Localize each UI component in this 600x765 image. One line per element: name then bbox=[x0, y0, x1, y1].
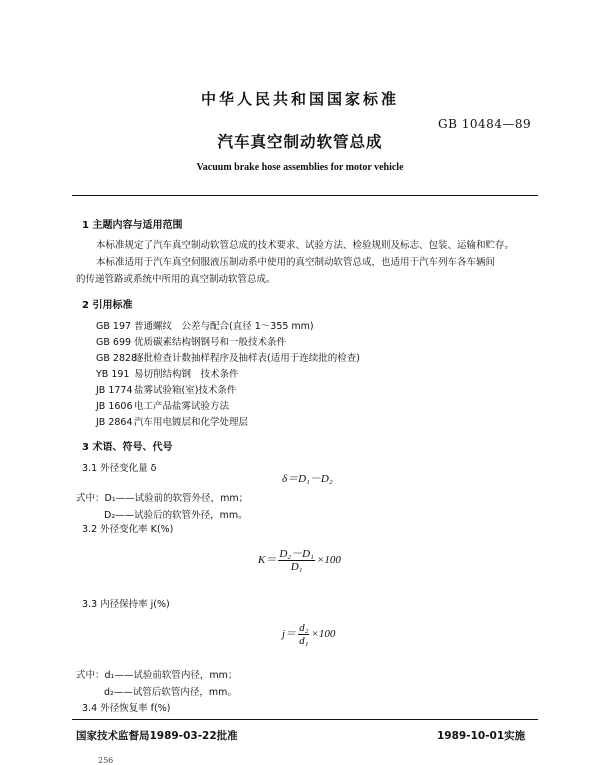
footer-rule bbox=[72, 719, 538, 720]
formula-3-3-tail: ×100 bbox=[311, 628, 336, 641]
formula-3-3-where-1: 式中：d₁——试验前软管内径，mm； bbox=[76, 670, 238, 681]
reference-title: 电工产品盐雾试验方法 bbox=[134, 401, 230, 412]
formula-3-3-where-2: d₂——试管后软管内径，mm。 bbox=[104, 687, 237, 698]
formula-3-3-numerator: d₂ bbox=[299, 622, 309, 634]
reference-item bbox=[96, 318, 314, 332]
document-title-english: Vacuum brake hose assemblies for motor vehicle bbox=[196, 162, 404, 173]
formula-3-2-lhs: K＝ bbox=[258, 554, 277, 567]
reference-code: JB 2864 bbox=[96, 417, 133, 428]
section-1-paragraph-2: 本标准适用于汽车真空伺服液压制动系中使用的真空制动软管总成，也适用于汽车列车各车辆间 bbox=[96, 257, 496, 268]
formula-3-2 bbox=[258, 548, 341, 573]
formula-3-3-lhs: j＝ bbox=[282, 628, 297, 641]
clause-3-1: 3.1 外径变化量 δ bbox=[82, 463, 157, 474]
formula-3-1-where-1: 式中：D₁——试验前的软管外径，mm； bbox=[76, 493, 249, 504]
standard-number: GB 10484—89 bbox=[438, 117, 532, 131]
clause-3-3: 3.3 内径保持率 j(%) bbox=[82, 599, 170, 610]
reference-title: 逐批检查计数抽样程序及抽样表(适用于连续批的检查) bbox=[134, 353, 360, 364]
clause-3-2: 3.2 外径变化率 K(%) bbox=[82, 524, 174, 535]
reference-title: 普通螺纹 公差与配合(直径 1～355 mm) bbox=[134, 321, 314, 332]
formula-3-2-denominator: D₁ bbox=[290, 561, 303, 573]
title-rule bbox=[72, 195, 538, 196]
section-1-paragraph-1: 本标准规定了汽车真空制动软管总成的技术要求、试验方法、检验规则及标志、包装、运输和贮存。 bbox=[96, 240, 515, 251]
section-1-paragraph-2-cont: 的传递管路或系统中所用的真空制动软管总成。 bbox=[76, 274, 276, 285]
reference-code: GB 197 bbox=[96, 321, 132, 332]
reference-item bbox=[96, 382, 236, 396]
reference-title: 盐雾试验箱(室)技术条件 bbox=[134, 385, 237, 396]
reference-code: JB 1774 bbox=[96, 385, 133, 396]
section-3-heading: 3 术语、符号、代号 bbox=[82, 442, 173, 453]
reference-item bbox=[96, 334, 286, 348]
reference-code: YB 191 bbox=[96, 369, 130, 380]
section-1-heading: 1 主题内容与适用范围 bbox=[82, 220, 183, 231]
formula-3-1-where-2: D₂——试验后的软管外径，mm。 bbox=[104, 510, 248, 521]
formula-3-3 bbox=[282, 622, 335, 647]
section-2-heading: 2 引用标准 bbox=[82, 300, 133, 311]
reference-title: 汽车用电镀层和化学处理层 bbox=[134, 417, 249, 428]
approval-date: 国家技术监督局1989-03-22批准 bbox=[76, 730, 238, 742]
reference-code: GB 699 bbox=[96, 337, 132, 348]
formula-3-2-fraction bbox=[278, 548, 315, 573]
effective-date: 1989-10-01实施 bbox=[437, 730, 526, 742]
formula-3-3-denominator: d₁ bbox=[299, 635, 309, 647]
reference-item bbox=[96, 398, 229, 412]
reference-item bbox=[96, 366, 239, 380]
page-number: 256 bbox=[98, 756, 114, 765]
reference-title: 易切削结构钢 技术条件 bbox=[134, 369, 239, 380]
reference-code: JB 1606 bbox=[96, 401, 133, 412]
document-title: 汽车真空制动软管总成 bbox=[217, 133, 383, 151]
formula-3-3-fraction bbox=[298, 622, 309, 647]
reference-item bbox=[96, 414, 248, 428]
reference-code: GB 2828 bbox=[96, 353, 138, 364]
reference-item bbox=[96, 350, 360, 364]
formula-3-2-numerator: D₂－D₁ bbox=[279, 548, 314, 560]
formula-3-2-tail: ×100 bbox=[316, 554, 341, 567]
clause-3-4: 3.4 外径恢复率 f(%) bbox=[82, 703, 171, 714]
formula-3-1: δ＝D₁－D₂ bbox=[282, 473, 333, 485]
issuing-body: 中华人民共和国国家标准 bbox=[200, 90, 399, 108]
reference-title: 优质碳素结构钢钢号和一般技术条件 bbox=[134, 337, 287, 348]
